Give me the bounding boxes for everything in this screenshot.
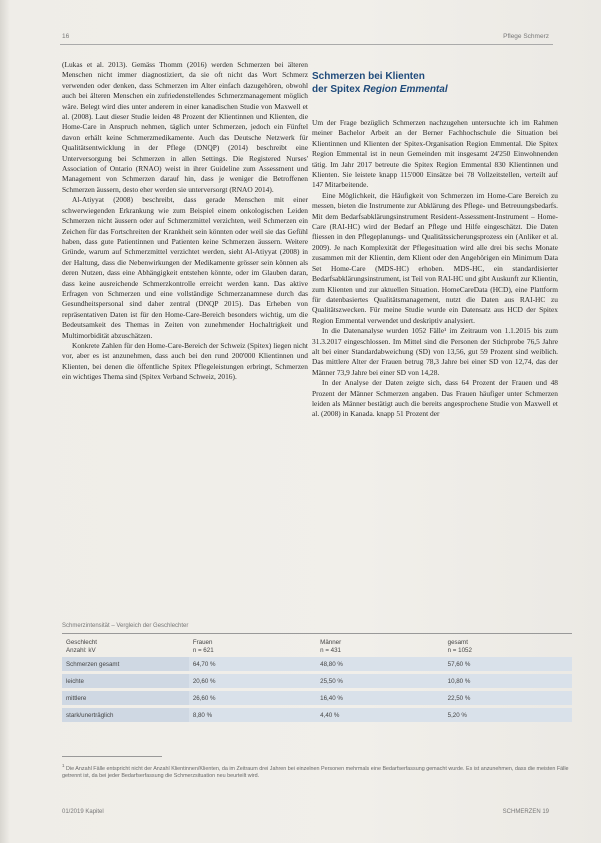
body-paragraph: (Lukas et al. 2013). Gemäss Thomm (2016) werden Schmerzen bei älteren Menschen nicht immer diagnostiziert, da sie oft nicht das Wort Schmerz verwenden oder denken, dass Schmerzen im Alter einfach dazugehören, obwohl auch bei älteren Menschen ein zufriedenstellendes Schmerzmanagement möglich wäre. Belegt wird dies unter anderem in einer kanadischen Studie von Maxwell et al. (2008). Laut dieser Studie leiden 48 Prozent der Klientinnen und Klienten, die Home-Care in Anspruch nehmen, täglich unter Schmerzen, jedoch ein Fünftel davon erhält keine Schmerzmedikamente. Auch das Deutsche Netzwerk für Qualitätsentwicklung in der Pflege (DNQP) (2014) beschreibt eine Unterversorgung bei Schmerzen in allen Settings. Die Registered Nurses' Association of Ontario (RNAO) weist in ihrer Guideline zum Assessment und Management von Schmerzen darauf hin, dass je weniger die Betroffenen Schmerzen äussern, desto eher werden sie unterversorgt (RNAO 2014). <box>62 60 308 194</box>
table-cell: 26,60 % <box>189 691 316 705</box>
section-title <box>312 70 558 96</box>
pain-intensity-table <box>62 636 572 725</box>
section-title-prefix: der Spitex <box>312 84 364 95</box>
table-cell: 8,80 % <box>189 708 316 722</box>
body-paragraph: Um der Frage bezüglich Schmerzen nachzugehen untersuchte ich im Rahmen meiner Bachelor Arbeit an der Berner Fachhochschule die Situation bei Klientinnen und Klienten der Spitex-Organisation Region Emmental. Die Spitex Region Emmental ist in neun Gemeinden mit insgesamt 24'250 Einwohnenden tätig. Im Jahr 2017 betreute die Spitex Region Emmental 830 Klientinnen und Klienten. Sie leistete knapp 115'000 Einsätze bei 78 Vollzeitstellen, verteilt auf 147 Mitarbeitende. <box>312 118 558 190</box>
table-cell: Schmerzen gesamt <box>62 657 189 671</box>
table-header: gesamt n = 1052 <box>447 639 472 654</box>
footnote-text: Die Anzahl Fälle entspricht nicht der Anzahl Klientinnen/Klienten, da im Zeitraum drei Jahren bei einzelnen Personen mehrmals eine Bedarfserfassung gemacht wurde. Es ist anzunehmen, dass die meisten Fälle getrennt ist, da bei jeder Bedarfserfassung die Schmerzsituation neu beurteilt wird. <box>62 765 569 780</box>
left-column <box>62 60 308 605</box>
header-rule <box>60 44 553 45</box>
table-row <box>62 691 572 705</box>
footer-right: SCHMERZEN 19 <box>502 809 549 815</box>
footnote-marker: 1 <box>62 763 65 768</box>
table-header: Frauen n = 621 <box>192 639 214 654</box>
footnote <box>62 762 574 781</box>
section-title-italic: Region Emmental <box>363 84 448 95</box>
table-cell: mittlere <box>62 691 189 705</box>
table-cell: 22,50 % <box>444 691 572 705</box>
body-paragraph: Al-Atiyyat (2008) beschreibt, dass gerade Menschen mit einer schwerwiegenden Erkrankung wie zum Beispiel einem onkologischen Leiden Schmerzen nicht äussern oder auf Schmerzmittel verzichten, weil Schmerzen ein Zeichen für das Fortschreiten der Krankheit sein könnten oder weil sie das Gefühl haben, dass gute Patientinnen und Patienten keine Schmerzen äussern. Weitere Gründe, warum auf Schmerzmittel verzichtet werden, sieht Al-Atiyyat (2008) in der Haltung, dass die Nebenwirkungen der Medikamente grösser sein können als deren Nutzen, dass eine Abhängigkeit entstehen könnte, oder im Glauben daran, dass keine ausreichende Schmerzkontrolle erreicht werden kann. Das aktive Erfragen von Schmerzen und eine vollständige Schmerzanamnese durch das Gesundheitspersonal sind daher zentral (DNQP 2015). Das Erheben von repräsentativen Daten ist für den Home-Care-Bereich besonders wichtig, um die Bedeutsamkeit des Themas in Zeiten von zunehmender Hochaltrigkeit und Multimorbidität abzuschätzen. <box>62 195 308 340</box>
table-cell: 25,50 % <box>316 674 443 688</box>
table-rule <box>62 633 572 634</box>
table-cell: 16,40 % <box>316 691 443 705</box>
footnote-rule <box>62 756 162 757</box>
table-cell: 10,80 % <box>444 674 572 688</box>
table-cell: 5,20 % <box>444 708 572 722</box>
body-paragraph: Eine Möglichkeit, die Häufigkeit von Schmerzen im Home-Care Bereich zu messen, bieten die Instrumente zur Abklärung des Pflege- und Betreuungsbedarfs. Mit dem Bedarfsabklärungsinstrument Resident-Assessment-Instrument – Home-Care (RAI-HC) wird der Bedarf an Pflege und Hilfe eingeschätzt. Die Daten fliessen in den Pflegeplanungs- und Qualitätssicherungsprozess ein (Anliker et al. 2009). Je nach Komplexität der Pflegesituation wird alle drei bis sechs Monate zusammen mit der Klientin, dem Klient oder den Angehörigen ein Minimum Data Set Home-Care (MDS-HC) erhoben. MDS-HC, ein standardisierter Bedarfsabklärungsinstrument, ist Teil von RAI-HC und gibt Auskunft zur Klientin, zum Klienten und zur aktuellen Situation. HomeCareData (HCD), eine Plattform für datenbasiertes Qualitätsmanagement, nutzt die Daten aus RAI-HC zu Qualitätszwecken. Für meine Studie wurde ein Datensatz aus HCD der Spitex Region Emmental verwendet und deskriptiv analysiert. <box>312 190 558 325</box>
running-header: Pflege Schmerz <box>503 33 549 40</box>
table-header: Geschlecht Anzahl: kV <box>66 639 97 654</box>
body-paragraph: In der Analyse der Daten zeigte sich, dass 64 Prozent der Frauen und 48 Prozent der Männer Schmerzen angaben. Das Frauen häufiger unter Schmerzen leiden als Männer bestätigt auch die bereits angesprochene Studie von Maxwell et al. (2008) in Kanada. knapp 51 Prozent der <box>312 378 558 419</box>
footer-left: 01/2019 Kapitel <box>62 809 104 815</box>
table-caption: Schmerzintensität – Vergleich der Geschlechter <box>62 623 189 629</box>
section-title-line1: Schmerzen bei Klienten <box>312 71 425 82</box>
table-cell: 64,70 % <box>189 657 316 671</box>
body-paragraph: Konkrete Zahlen für den Home-Care-Bereich der Schweiz (Spitex) liegen nicht vor, aber es ist anzunehmen, dass auch bei den rund 200'000 Klientinnen und Klienten, bei denen die öffentliche Spitex Pflegeleistungen erbringt, Schmerzen ein wichtiges Thema sind (Spitex Verband Schweiz, 2016). <box>62 340 308 382</box>
page-number: 16 <box>62 33 70 40</box>
table-header: Männer n = 431 <box>320 639 342 654</box>
table-row <box>62 657 572 671</box>
right-column <box>312 60 558 605</box>
table-cell: 4,40 % <box>316 708 443 722</box>
table-cell: stark/unerträglich <box>62 708 189 722</box>
body-paragraph: In die Datenanalyse wurden 1052 Fälle¹ im Zeitraum von 1.1.2015 bis zum 31.3.2017 eingeschlossen. Im Mittel sind die Personen der Stichprobe 76,5 Jahre alt bei einer Standardabweichung (SD) von 13,56, gut 59 Prozent sind weiblich. Das mittlere Alter der Frauen betrug 78,3 Jahre bei einer SD von 12,74, das der Männer 73,9 Jahre bei einer SD von 14,28. <box>312 326 558 377</box>
table-row <box>62 674 572 688</box>
table-cell: 20,60 % <box>189 674 316 688</box>
table-row <box>62 708 572 722</box>
table-cell: 57,60 % <box>444 657 572 671</box>
table-cell: leichte <box>62 674 189 688</box>
table-cell: 48,80 % <box>316 657 443 671</box>
